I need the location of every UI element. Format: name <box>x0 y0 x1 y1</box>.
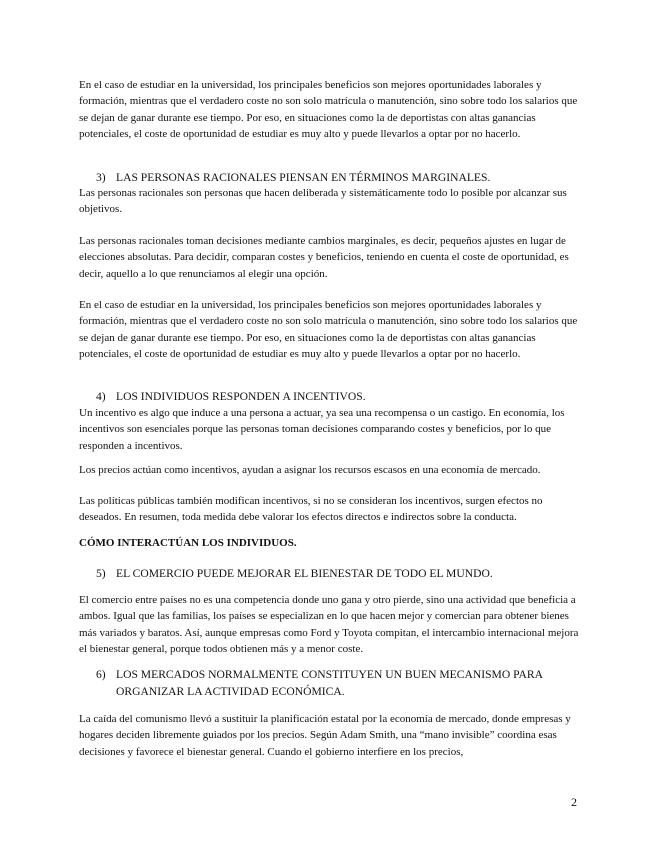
heading-number: 3) <box>96 171 106 184</box>
heading-text: LOS INDIVIDUOS RESPONDEN A INCENTIVOS. <box>116 390 366 403</box>
paragraph-markets: La caída del comunismo llevó a sustituir la planificación estatal por la economía de mercado, donde empresas y hogares deciden libremente guiados por los precios. Según Adam Smith, una “mano invisible” coordina esas decisiones y favorece el bienestar general. Cuando el gobierno interfiere en los precios, <box>79 713 571 758</box>
paragraph-university-benefits-2: En el caso de estudiar en la universidad, los principales beneficios son mejores oportunidades laborales y formación, mientras que el verdadero coste no son solo matrícula o manutención, sino sobre todo los salarios que se dejan de ganar durante ese tiempo. Por eso, en situaciones como la de deportistas con altas ganancias potenciales, el coste de oportunidad de estudiar es muy alto y puede llevarlos a optar por no hacerlo. <box>79 299 578 360</box>
heading-number: 5) <box>96 567 106 580</box>
heading-text: EL COMERCIO PUEDE MEJORAR EL BIENESTAR DE TODO EL MUNDO. <box>116 567 493 580</box>
paragraph-trade: El comercio entre países no es una competencia donde uno gana y otro pierde, sino una actividad que beneficia a ambos. Igual que las familias, los países se especializan en lo que hacen mejor y comercian para obtener bienes más variados y baratos. Así, aunque empresas como Ford y Toyota compitan, el intercambio internacional mejora el bienestar general, porque todos obtienen más y a menor coste. <box>79 594 579 655</box>
paragraph-incentive-definition: Un incentivo es algo que induce a una persona a actuar, ya sea una recompensa o un castigo. En economía, los incentivos son esenciales porque las personas toman decisiones comparando costes y beneficios, por lo que responden a incentivos. <box>79 407 565 452</box>
heading-number: 6) <box>96 668 106 681</box>
heading-text-line-2: ORGANIZAR LA ACTIVIDAD ECONÓMICA. <box>116 684 345 698</box>
paragraph-university-benefits-1: En el caso de estudiar en la universidad, los principales beneficios son mejores oportunidades laborales y formación, mientras que el verdadero coste no son solo matrícula o manutención, sino sobre todo los salarios que se dejan de ganar durante ese tiempo. Por eso, en situaciones como la de deportistas con altas ganancias potenciales, el coste de oportunidad de estudiar es muy alto y puede llevarlos a optar por no hacerlo. <box>79 79 578 140</box>
paragraph-rational-definition: Las personas racionales son personas que hacen deliberada y sistemáticamente todo lo posible por alcanzar sus objetivos. <box>79 187 567 216</box>
heading-number: 4) <box>96 390 106 403</box>
paragraph-marginal-changes: Las personas racionales toman decisiones mediante cambios marginales, es decir, pequeños ajustes en lugar de elecciones absolutas. Para decidir, comparan costes y beneficios, teniendo en cuenta el coste de oportunidad, es decir, aquello a lo que renunciamos al elegir una opción. <box>79 235 569 280</box>
page-number: 2 <box>571 795 577 809</box>
paragraph-public-policies: Las políticas públicas también modifican incentivos, si no se consideran los incentivos, surgen efectos no deseados. En resumen, toda medida debe valorar los efectos directos e indirectos sobre la conducta. <box>79 495 543 524</box>
heading-principle-4 <box>96 389 576 406</box>
heading-text: LOS MERCADOS NORMALMENTE CONSTITUYEN UN BUEN MECANISMO PARA <box>116 668 543 681</box>
paragraph-prices-incentives: Los precios actúan como incentivos, ayudan a asignar los recursos escasos en una economía de mercado. <box>79 464 541 476</box>
heading-text: LAS PERSONAS RACIONALES PIENSAN EN TÉRMINOS MARGINALES. <box>116 171 491 184</box>
heading-principle-5 <box>96 566 576 583</box>
section-heading: CÓMO INTERACTÚAN LOS INDIVIDUOS. <box>79 537 297 549</box>
heading-principle-6 <box>96 667 576 700</box>
